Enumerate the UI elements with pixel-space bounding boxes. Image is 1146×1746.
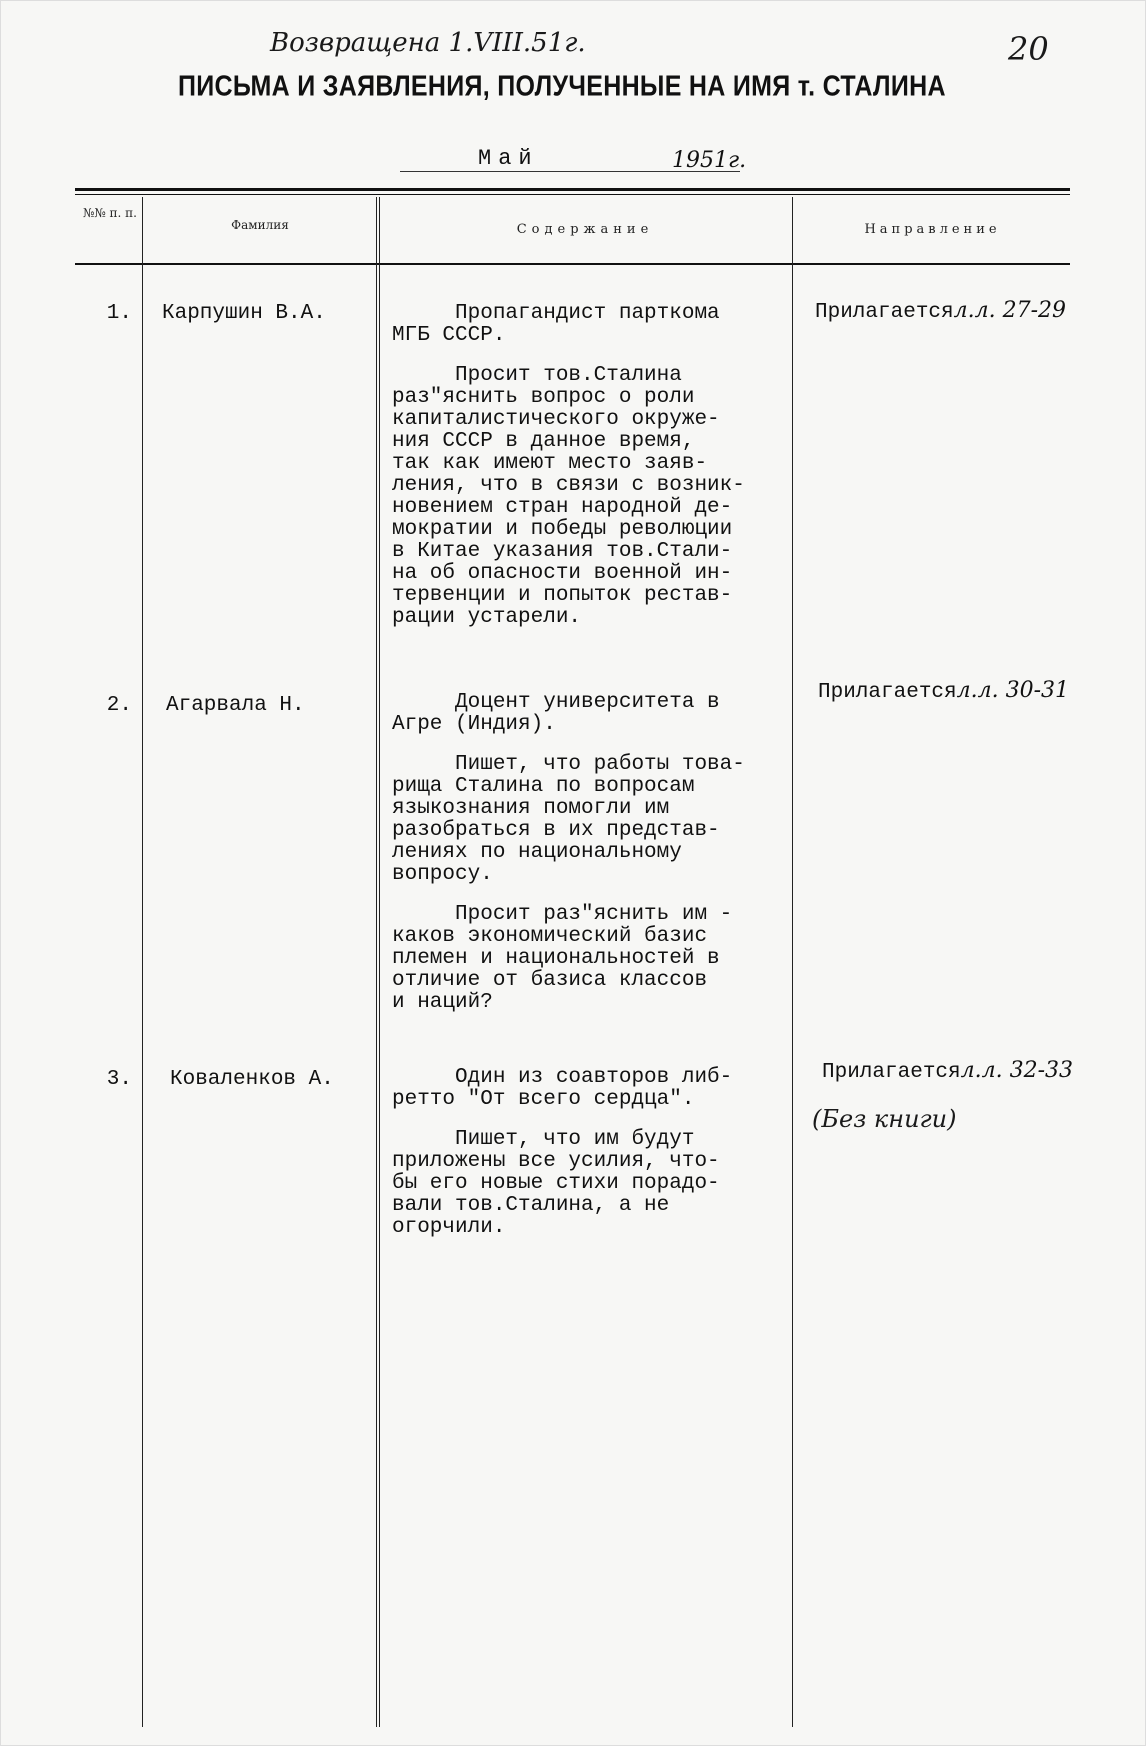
column-header-number: №№ п. п. — [83, 206, 137, 220]
row-name: Коваленков А. — [170, 1068, 334, 1091]
sheet-reference: л.л. 32-33 — [960, 1058, 1074, 1083]
row-content — [392, 1067, 732, 1257]
row-direction — [818, 680, 1069, 704]
row-name: Карпушин В.А. — [162, 302, 326, 325]
direction-label: Прилагается — [822, 1061, 961, 1084]
handwritten-note: (Без книги) — [812, 1105, 957, 1133]
content-paragraph: Пропагандист парткома МГБ СССР. — [392, 302, 720, 347]
row-number: 1. — [106, 302, 132, 325]
row-number: 2. — [106, 694, 132, 717]
content-paragraph: Один из соавторов либ- ретто "От всего сердца". — [392, 1066, 733, 1111]
document-title: ПИСЬМА И ЗАЯВЛЕНИЯ, ПОЛУЧЕННЫЕ НА ИМЯ т. СТАЛИНА — [178, 70, 946, 103]
content-paragraph: Просит раз"яснить им - каков экономический базис племен и национальностей в отличие от базиса классов и наций? — [392, 903, 733, 1014]
row-number: 3. — [106, 1068, 132, 1091]
content-paragraph: Пишет, что работы това- рища Сталина по вопросам языкознания помогли им разобраться в их представ- лениях по национальному вопросу. — [392, 753, 745, 886]
table-top-rule — [75, 188, 1070, 191]
row-content — [392, 303, 745, 647]
sheet-reference: л.л. 30-31 — [956, 678, 1070, 703]
handwritten-return-note: Возвращена 1.VIII.51г. — [270, 28, 586, 58]
period-month: Май — [478, 146, 539, 171]
column-header-direction: Направление — [864, 222, 1001, 237]
handwritten-page-number: 20 — [1008, 30, 1049, 68]
column-divider — [142, 197, 143, 1727]
row-direction — [822, 1060, 1073, 1084]
content-paragraph: Просит тов.Сталина раз"яснить вопрос о роли капиталистического окруже- ния СССР в данное время, так как имеют место заяв- ления, что в связи с возник- новением стран народной де- мократии и победы революции в Китае указания тов.Стали- на об опасности военной ин- тервенции и попыток рестав- рации устарели. — [392, 364, 745, 629]
content-paragraph: Доцент университета в Агре (Индия). — [392, 691, 720, 736]
direction-label: Прилагается — [818, 681, 957, 704]
row-name: Агарвала Н. — [166, 694, 305, 717]
column-divider — [792, 197, 793, 1727]
column-divider — [379, 197, 380, 1727]
period-year: 1951г. — [672, 148, 747, 173]
direction-label: Прилагается — [815, 301, 954, 324]
sheet-reference: л.л. 27-29 — [953, 298, 1067, 323]
column-header-content: Содержание — [516, 222, 654, 237]
row-content — [392, 692, 745, 1032]
table-top-rule-thin — [75, 194, 1070, 195]
column-divider — [376, 197, 377, 1727]
content-paragraph: Пишет, что им будут приложены все усилия, что- бы его новые стихи порадо- вали тов.Сталина, а не огорчили. — [392, 1128, 720, 1239]
column-header-name: Фамилия — [231, 218, 289, 232]
table-header-rule — [75, 263, 1070, 265]
row-direction — [815, 300, 1066, 324]
